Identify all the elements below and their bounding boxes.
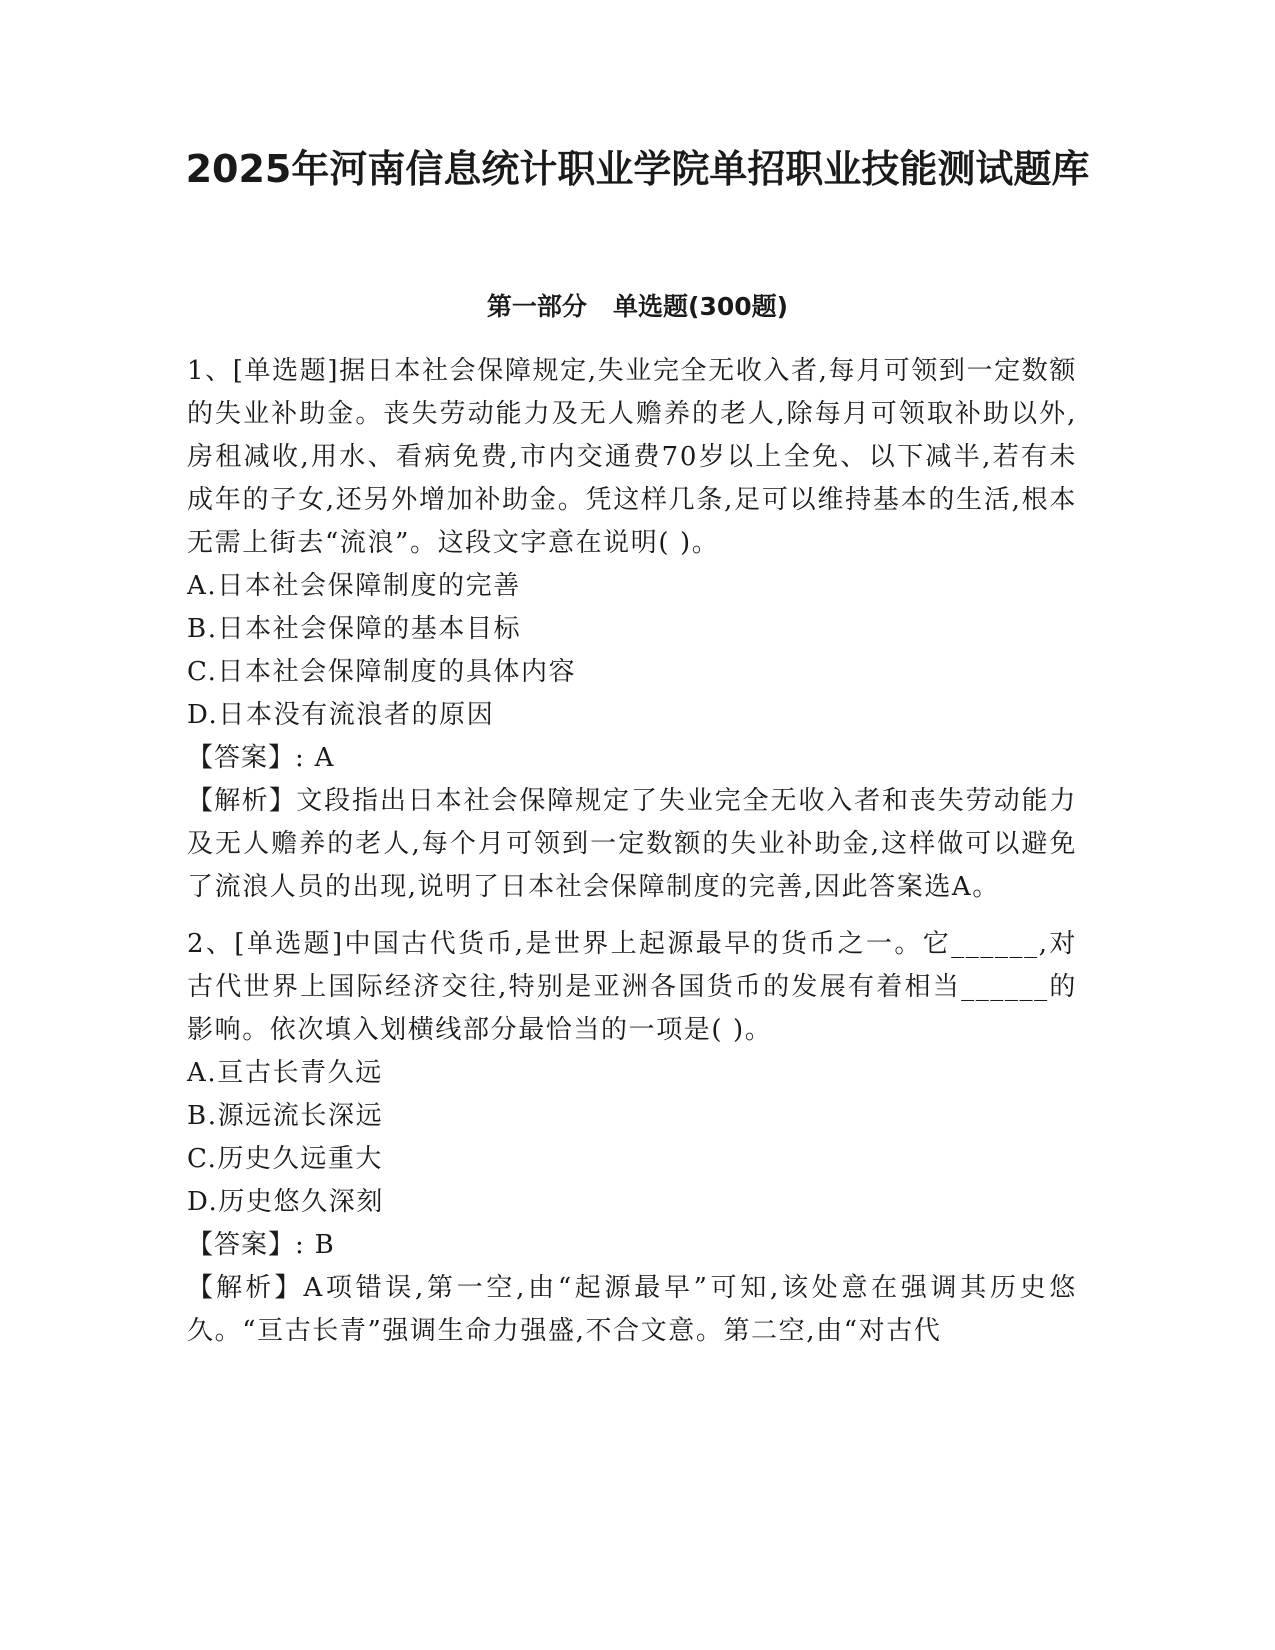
- option-b: B.源远流长深远: [187, 1101, 384, 1131]
- option-a: A.亘古长青久远: [187, 1058, 383, 1088]
- answer-value: A: [314, 743, 336, 773]
- question-item: [187, 350, 1077, 909]
- question-list: [187, 350, 1077, 1367]
- option-d: D.历史悠久深刻: [187, 1187, 384, 1217]
- question-item: [187, 923, 1077, 1353]
- section-heading: 第一部分 单选题(300题): [486, 292, 789, 321]
- option-d: D.日本没有流浪者的原因: [187, 700, 495, 730]
- explanation: [187, 780, 1077, 909]
- answer-value: B: [314, 1230, 336, 1260]
- option-c: C.日本社会保障制度的具体内容: [187, 657, 577, 687]
- option-c: C.历史久远重大: [187, 1144, 384, 1174]
- explanation-text: 文段指出日本社会保障规定了失业完全无收入者和丧失劳动能力及无人赡养的老人,每个月可领到一定数额的失业补助金,这样做可以避免了流浪人员的出现,说明了日本社会保障制度的完善,因此答案选A。: [187, 786, 1077, 902]
- document-title: 2025年河南信息统计职业学院单招职业技能测试题库: [185, 147, 1090, 191]
- question-stem: 2、[单选题]中国古代货币,是世界上起源最早的货币之一。它______,对古代世界上国际经济交往,特别是亚洲各国货币的发展有着相当______的影响。依次填入划横线部分最恰当的一项是( )。: [187, 929, 1077, 1045]
- answer-label: 【答案】:: [187, 743, 305, 773]
- answer-line: [187, 1224, 1077, 1267]
- answer-label: 【答案】:: [187, 1230, 305, 1260]
- explanation-text: A项错误,第一空,由“起源最早”可知,该处意在强调其历史悠久。“亘古长青”强调生命力强盛,不合文意。第二空,由“对古代: [187, 1273, 1077, 1346]
- explanation-label: 【解析】: [187, 1273, 304, 1303]
- answer-line: [187, 737, 1077, 780]
- explanation-label: 【解析】: [187, 786, 297, 816]
- option-b: B.日本社会保障的基本目标: [187, 614, 522, 644]
- option-a: A.日本社会保障制度的完善: [187, 571, 521, 601]
- question-stem: 1、[单选题]据日本社会保障规定,失业完全无收入者,每月可领到一定数额的失业补助金。丧失劳动能力及无人赡养的老人,除每月可领取补助以外,房租减收,用水、看病免费,市内交通费70岁以上全免、以下减半,若有未成年的子女,还另外增加补助金。凭这样几条,足可以维持基本的生活,根本无需上街去“流浪”。这段文字意在说明( )。: [187, 356, 1077, 558]
- explanation: [187, 1267, 1077, 1353]
